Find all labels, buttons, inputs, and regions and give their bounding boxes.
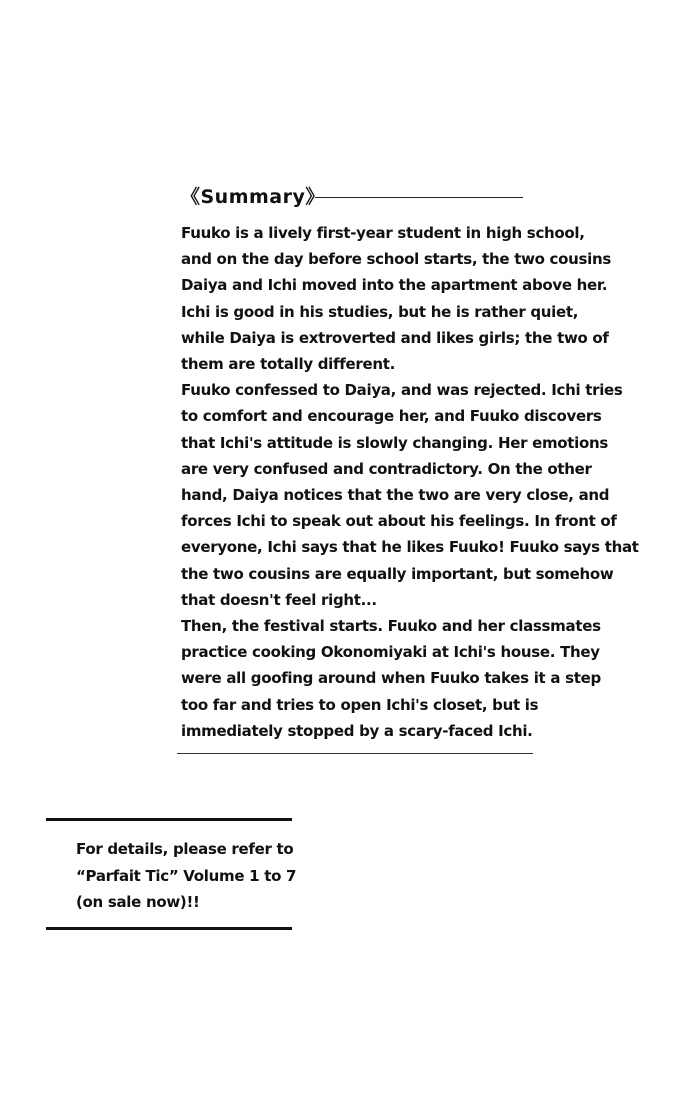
summary-line: immediately stopped by a scary-faced Ichi. <box>181 721 533 740</box>
details-note <box>76 836 296 916</box>
summary-line: Then, the festival starts. Fuuko and her classmates <box>181 617 601 636</box>
summary-line: that doesn't feel right... <box>181 590 377 609</box>
summary-line: that Ichi's attitude is slowly changing. Her emotions <box>181 433 609 452</box>
summary-line: to comfort and encourage her, and Fuuko discovers <box>181 407 602 426</box>
summary-line: forces Ichi to speak out about his feelings. In front of <box>181 512 617 531</box>
summary-line: hand, Daiya notices that the two are very close, and <box>181 486 610 505</box>
summary-line: everyone, Ichi says that he likes Fuuko! Fuuko says that <box>181 538 639 557</box>
summary-line: too far and tries to open Ichi's closet, but is <box>181 695 539 714</box>
summary-line: Ichi is good in his studies, but he is rather quiet, <box>181 302 579 321</box>
summary-line: practice cooking Okonomiyaki at Ichi's house. They <box>181 643 600 662</box>
summary-line: Fuuko confessed to Daiya, and was rejected. Ichi tries <box>181 381 623 400</box>
summary-line: the two cousins are equally important, but somehow <box>181 564 614 583</box>
summary-line: Daiya and Ichi moved into the apartment above her. <box>181 276 608 295</box>
summary-line: them are totally different. <box>181 355 395 374</box>
note-line: “Parfait Tic” Volume 1 to 7 <box>76 866 297 885</box>
summary-heading: 《Summary》 <box>181 186 325 208</box>
summary-heading-row <box>181 183 531 213</box>
heading-divider <box>315 197 523 198</box>
summary-line: while Daiya is extroverted and likes girls; the two of <box>181 328 609 347</box>
note-top-divider <box>46 818 292 821</box>
note-line: (on sale now)!! <box>76 893 200 911</box>
summary-line: Fuuko is a lively first-year student in high school, <box>181 224 585 242</box>
summary-line: were all goofing around when Fuuko takes it a step <box>181 669 601 688</box>
note-bottom-divider <box>46 927 292 930</box>
summary-body <box>181 220 639 744</box>
summary-line: and on the day before school starts, the two cousins <box>181 250 612 269</box>
summary-line: are very confused and contradictory. On the other <box>181 459 592 478</box>
summary-bottom-divider <box>177 753 533 754</box>
note-line: For details, please refer to <box>76 840 294 858</box>
